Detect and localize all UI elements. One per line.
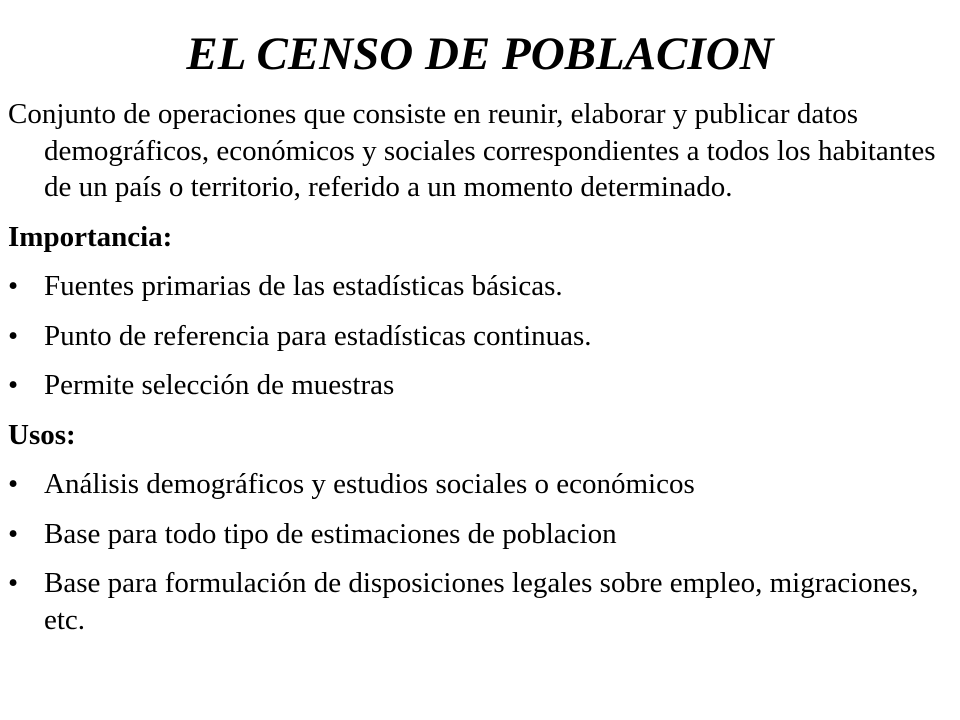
usos-item: [8, 565, 948, 638]
usos-item: [8, 516, 948, 553]
importancia-heading: Importancia:: [8, 220, 173, 253]
slide-body: [8, 96, 948, 638]
usos-heading: Usos:: [8, 418, 76, 451]
bullet-icon: •: [8, 567, 19, 599]
bullet-icon: •: [8, 369, 19, 401]
usos-item: [8, 466, 948, 503]
slide-title: EL CENSO DE POBLACION: [186, 28, 774, 80]
definition-paragraph: Conjunto de operaciones que consiste en reunir, elaborar y publicar datos demográficos, económicos y sociales correspondientes a todos los habitantes de un país o territorio, referido a un momento determinado.: [8, 98, 936, 203]
usos-item-text: Base para formulación de disposiciones legales sobre empleo, migraciones, etc.: [44, 567, 919, 636]
bullet-icon: •: [8, 270, 19, 302]
bullet-icon: •: [8, 517, 19, 550]
importancia-item: [8, 367, 948, 404]
importancia-item-text: Permite selección de muestras: [44, 369, 395, 401]
bullet-icon: •: [8, 468, 19, 500]
importancia-item-text: Punto de referencia para estadísticas continuas.: [44, 319, 592, 352]
usos-item-text: Análisis demográficos y estudios sociales o económicos: [44, 468, 695, 500]
bullet-icon: •: [8, 319, 19, 352]
importancia-item: [8, 318, 948, 355]
importancia-item-text: Fuentes primarias de las estadísticas básicas.: [44, 270, 563, 302]
usos-item-text: Base para todo tipo de estimaciones de poblacion: [44, 517, 617, 550]
importancia-item: [8, 268, 948, 305]
